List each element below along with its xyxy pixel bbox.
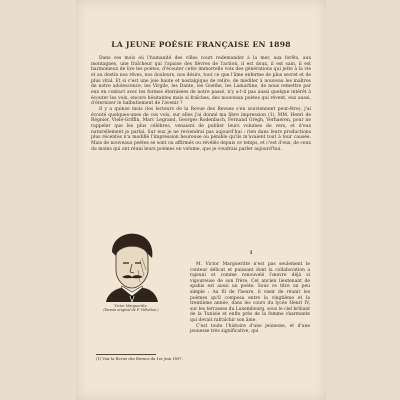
footnote-text: (1) Voir la Revue des Revues du 1er juin 1897. (96, 357, 183, 361)
section-numeral: I (250, 250, 253, 256)
footnote (96, 354, 311, 362)
caption-name: Victor Margueritte. (114, 304, 148, 308)
portrait-figure (92, 230, 170, 338)
column-paragraph-2: C'est toute l'histoire d'une jeunesse, et d'une jeunesse très significative, qui (190, 323, 310, 335)
column-text (190, 262, 310, 335)
page-title: LA JEUNE POÉSIE FRANÇAISE EN 1898 (111, 40, 291, 49)
column-paragraph-1: M. Victor Margueritte n'est pas seulement le conteur délicat et puissant dont la collaboration a rajeuni et comme renouvelé l'œuvre déjà si vigoureuse de son frère. Cet ancien lieutenant de spahis est aussi un poète. Sous ce titre un peu simple : Au fil de l'heure, il vient de réunir les poèmes qu'il composa entre la vingtième et la trentième année, dans les cours du lycée Henri IV, sur les terrasses du Luxembourg, sous le ciel brûlant de la Tunisie et enfin près de la femme charmante qui devait rafraîchir son âme. (190, 262, 310, 323)
book-page (76, 0, 326, 400)
portrait-engraving-icon (92, 230, 170, 302)
intro-text (91, 56, 311, 152)
paragraph-1: Dans ces mois où l'humanité des villes court redemander à la mer, aux forêts, aux montagnes, une fraîcheur qui l'apaise des fièvres de l'action, il est doux, il est sain, il est harmonieux de lire les poètes, d'écouter cette immortelle voix des générations qui jette à la vie et au destin nos rêves, nos douleurs, nos désirs, tout ce que l'âme enferme de plus secret et de plus vital. Et si c'est une joie haute et nostalgique de relire, de méditer à nouveau les maîtres de notre adolescence, les Virgile, les Dante, les Goethe, les Lamartine, de nous remettre par eux en contact avec les formes éternisées de notre passé, n'y a-t-il pas aussi quelque intérêt à écouter les voix, encore hésitantes mais si fraîches, des nouveaux poètes qui révent, eux aussi, d'éterniser le balbutiement de l'avenir ? (91, 56, 311, 107)
paragraph-2: Il y a quinze mois (les lecteurs de la Revue des Revues s'en souviennent peut-être), j'ai écouté quelques-unes de ces voix, sur elles j'ai donné ma libre impression (1). MM. Henri de Régnier, Vielé-Griffin, Marc Legrand, Georges Rodenbach, Fernand Gregh, Verhaeren, pour ne rappeler que les plus célèbres, venaient de publier leurs volumes de vers, et d'eux naturellement je parlai. Sur eux je ne reviendrai pas aujourd'hui : rien dans leurs productions plus récentes n'a modifié l'impression heureuse ou pénible qu'ils m'avaient tout à tour causée. Mais de nouveaux poètes se sont ou affirmés ou révélés depuis ce temps, et c'est d'eux, de ceux du moins qui ont réuni leurs poèmes en volume, que je voudrais parler aujourd'hui. (91, 106, 311, 152)
figure-caption (92, 304, 170, 313)
footnote-rule (96, 354, 156, 355)
caption-credit: (Dessin original de F. Vallotton.) (103, 308, 159, 313)
